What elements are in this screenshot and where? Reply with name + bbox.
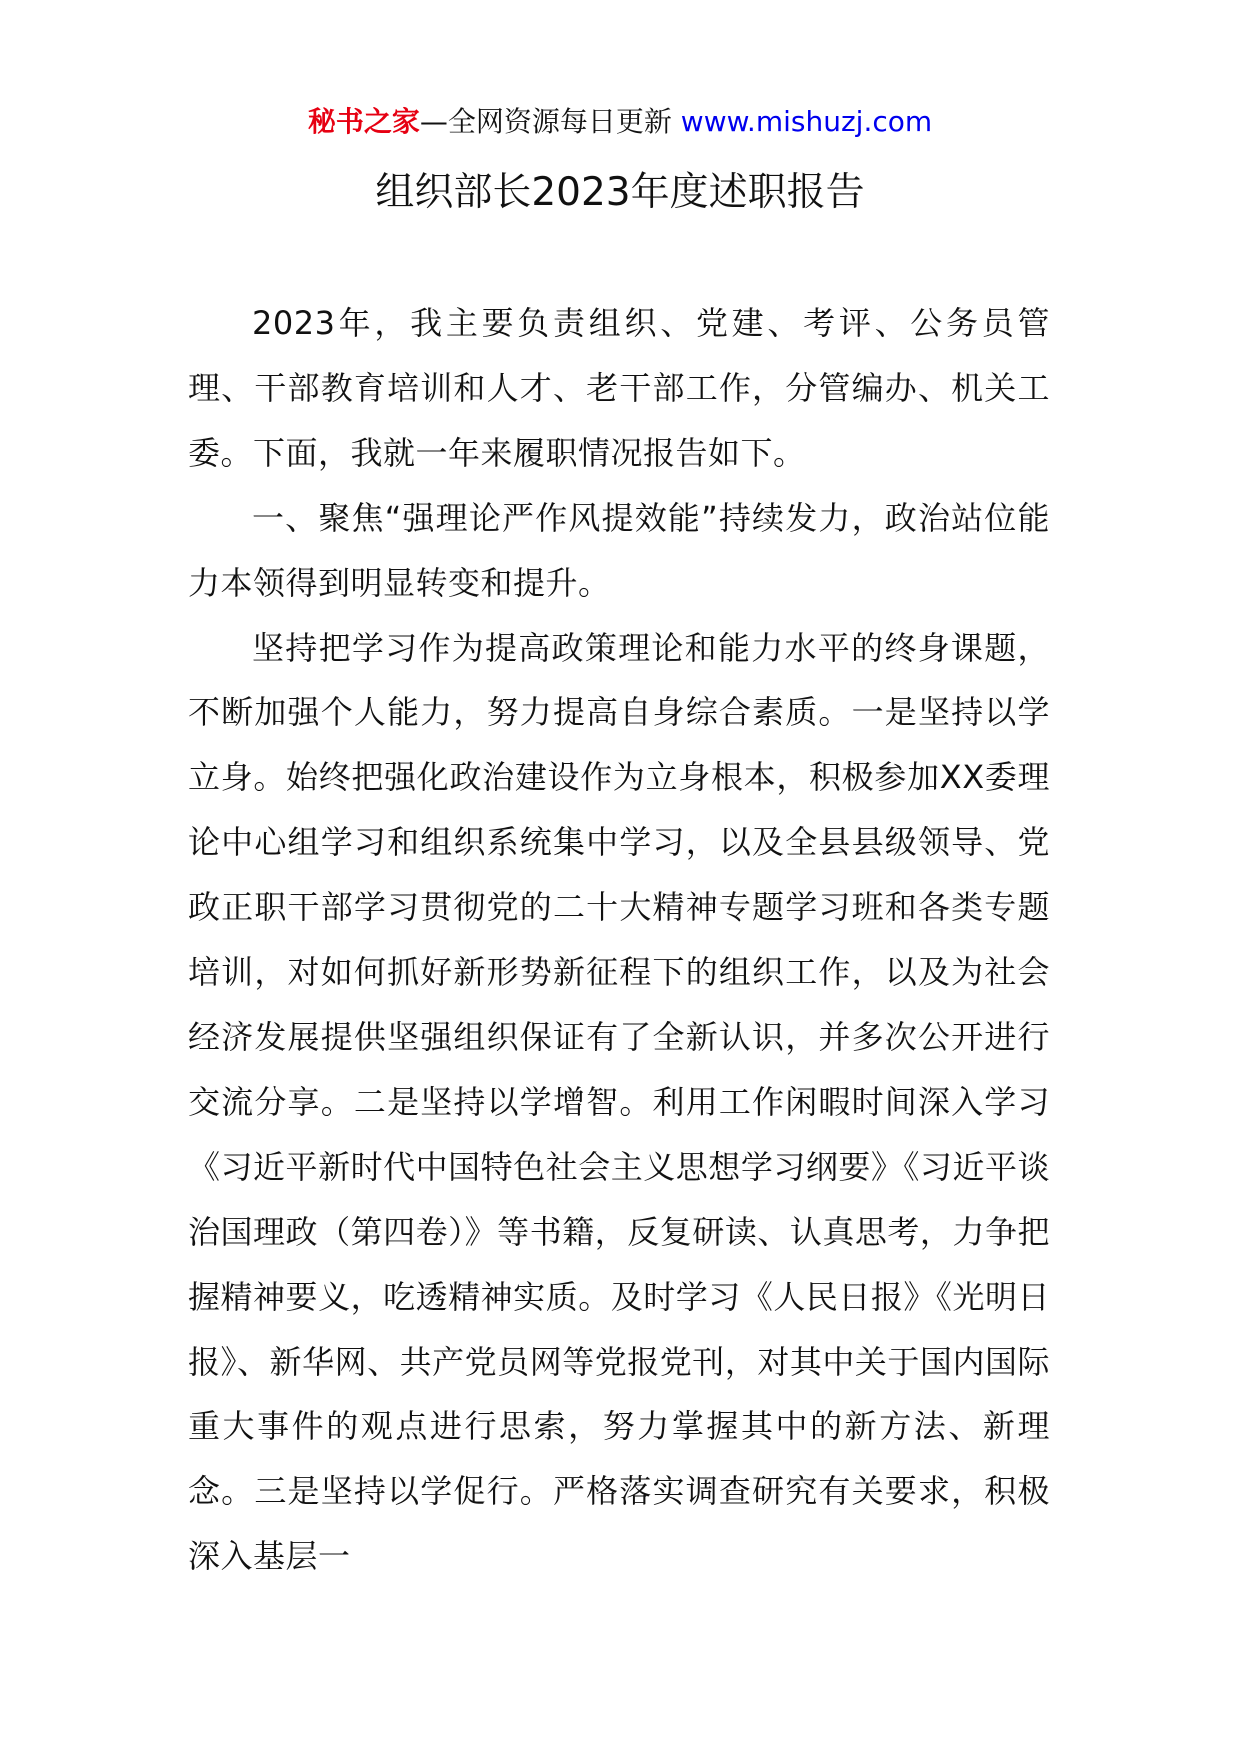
section-heading-1: 一、聚焦“强理论严作风提效能”持续发力，政治站位能力本领得到明显转变和提升。	[188, 498, 1050, 602]
paragraph-study: 坚持把学习作为提高政策理论和能力水平的终身课题，不断加强个人能力，努力提高自身综合素质。一是坚持以学立身。始终把强化政治建设作为立身根本，积极参加XX委理论中心组学习和组织系统集中学习，以及全县县级领导、党政正职干部学习贯彻党的二十大精神专题学习班和各类专题培训，对如何抓好新形势新征程下的组织工作，以及为社会经济发展提供坚强组织保证有了全新认识，并多次公开进行交流分享。二是坚持以学增智。利用工作闲暇时间深入学习《习近平新时代中国特色社会主义思想学习纲要》《习近平谈治国理政（第四卷）》等书籍，反复研读、认真思考，力争把握精神要义，吃透精神实质。及时学习《人民日报》《光明日报》、新华网、共产党员网等党报党刊，对其中关于国内国际重大事件的观点进行思索，努力掌握其中的新方法、新理念。三是坚持以学促行。严格落实调查研究有关要求，积极深入基层一	[188, 628, 1050, 1576]
document-body	[188, 291, 1050, 1589]
paragraph-intro: 2023年，我主要负责组织、党建、考评、公务员管理、干部教育培训和人才、老干部工作，分管编办、机关工委。下面，我就一年来履职情况报告如下。	[188, 304, 1050, 472]
site-url-link[interactable]: www.mishuzj.com	[680, 105, 933, 138]
page-header	[0, 102, 1240, 142]
document-title: 组织部长2023年度述职报告	[375, 170, 865, 215]
header-tagline: —全网资源每日更新	[419, 105, 672, 138]
brand-name: 秘书之家	[307, 105, 420, 138]
